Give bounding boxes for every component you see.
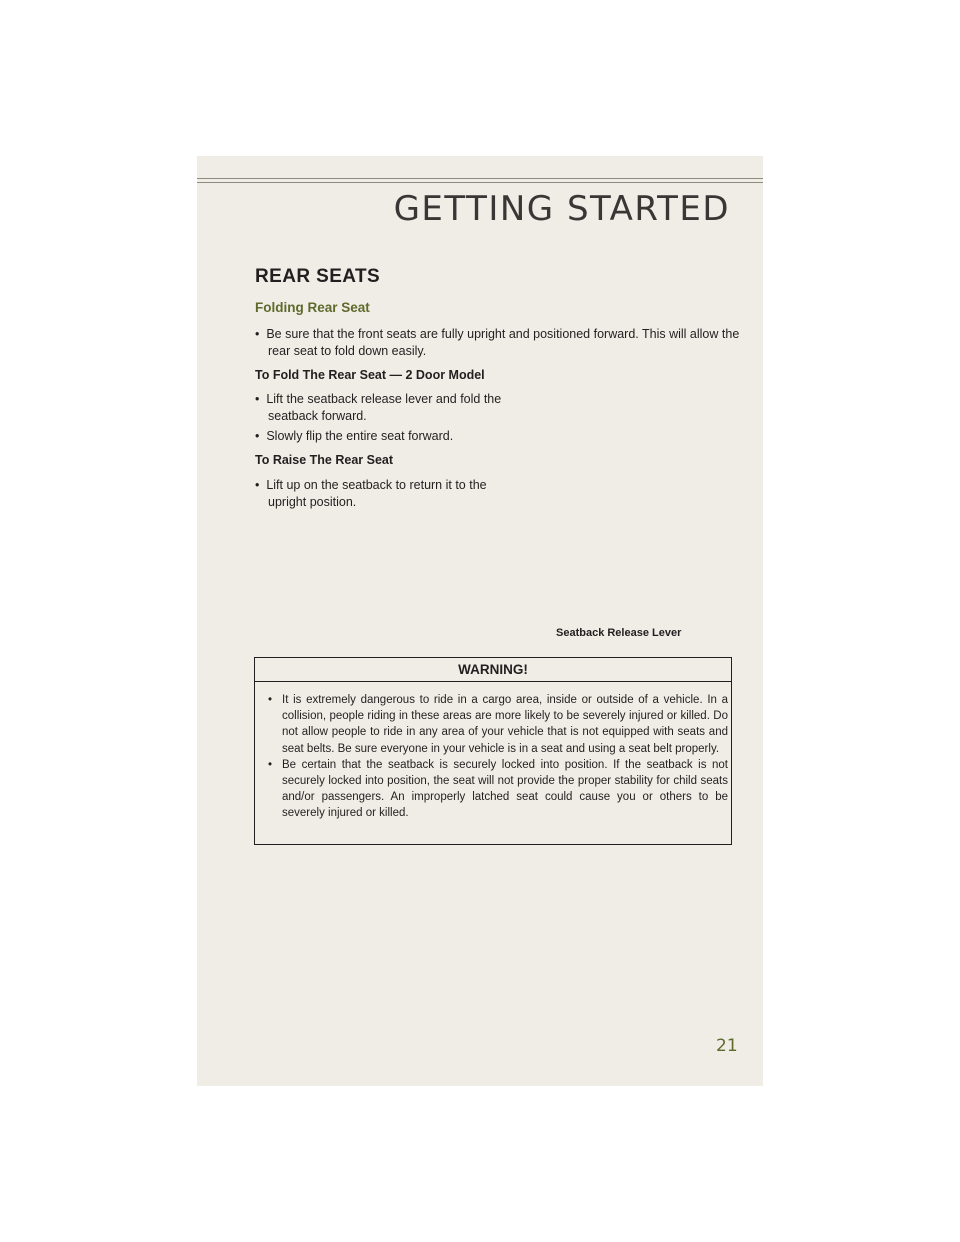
subtitle: Folding Rear Seat bbox=[255, 300, 370, 315]
fold-bullet-text: Slowly flip the entire seat forward. bbox=[266, 429, 454, 443]
warning-title: WARNING! bbox=[255, 658, 731, 682]
warning-item bbox=[268, 692, 728, 757]
warning-item-text: Be certain that the seatback is securely locked into position. If the seatback is not securely locked into position, the seat will not provide the proper stability for child seats and/or passengers. An improperly latched seat could cause you or others to be severely injured or killed. bbox=[282, 758, 728, 820]
fold-bullet: • Slowly flip the entire seat forward. bbox=[255, 429, 454, 443]
header-rule bbox=[197, 178, 763, 179]
page-number: 21 bbox=[716, 1036, 738, 1056]
header-rule-secondary bbox=[197, 182, 763, 183]
raise-bullet: • Lift up on the seatback to return it to the upright position. bbox=[255, 478, 487, 509]
warning-list bbox=[268, 692, 728, 822]
section-header: GETTING STARTED bbox=[393, 189, 730, 229]
intro-bullet: • Be sure that the front seats are fully upright and positioned forward. This will allow the rear seat to fold down easily. bbox=[255, 327, 740, 358]
warning-item bbox=[268, 757, 728, 822]
manual-page bbox=[197, 156, 763, 1086]
fold-bullet-text: Lift the seatback release lever and fold the seatback forward. bbox=[266, 392, 502, 423]
warning-item-text: It is extremely dangerous to ride in a cargo area, inside or outside of a vehicle. In a collision, people riding in these areas are more likely to be severely injured or killed. Do not allow people to ride in any area of your vehicle that is not equipped with seats and seat belts. Be sure everyone in your vehicle is in a seat and using a seat belt properly. bbox=[282, 694, 728, 755]
figure-caption: Seatback Release Lever bbox=[556, 627, 682, 639]
bullet-dot: • bbox=[268, 694, 273, 706]
raise-heading: To Raise The Rear Seat bbox=[255, 453, 394, 467]
fold-heading: To Fold The Rear Seat — 2 Door Model bbox=[255, 368, 485, 382]
bullet-dot: • bbox=[268, 758, 273, 771]
fold-bullet: • Lift the seatback release lever and fold the seatback forward. bbox=[255, 392, 502, 423]
raise-bullet-text: Lift up on the seatback to return it to the upright position. bbox=[266, 478, 487, 509]
page-title: REAR SEATS bbox=[255, 266, 381, 287]
intro-bullet-text: Be sure that the front seats are fully upright and positioned forward. This will allow the rear seat to fold down easily. bbox=[266, 327, 740, 358]
warning-box bbox=[254, 657, 732, 845]
